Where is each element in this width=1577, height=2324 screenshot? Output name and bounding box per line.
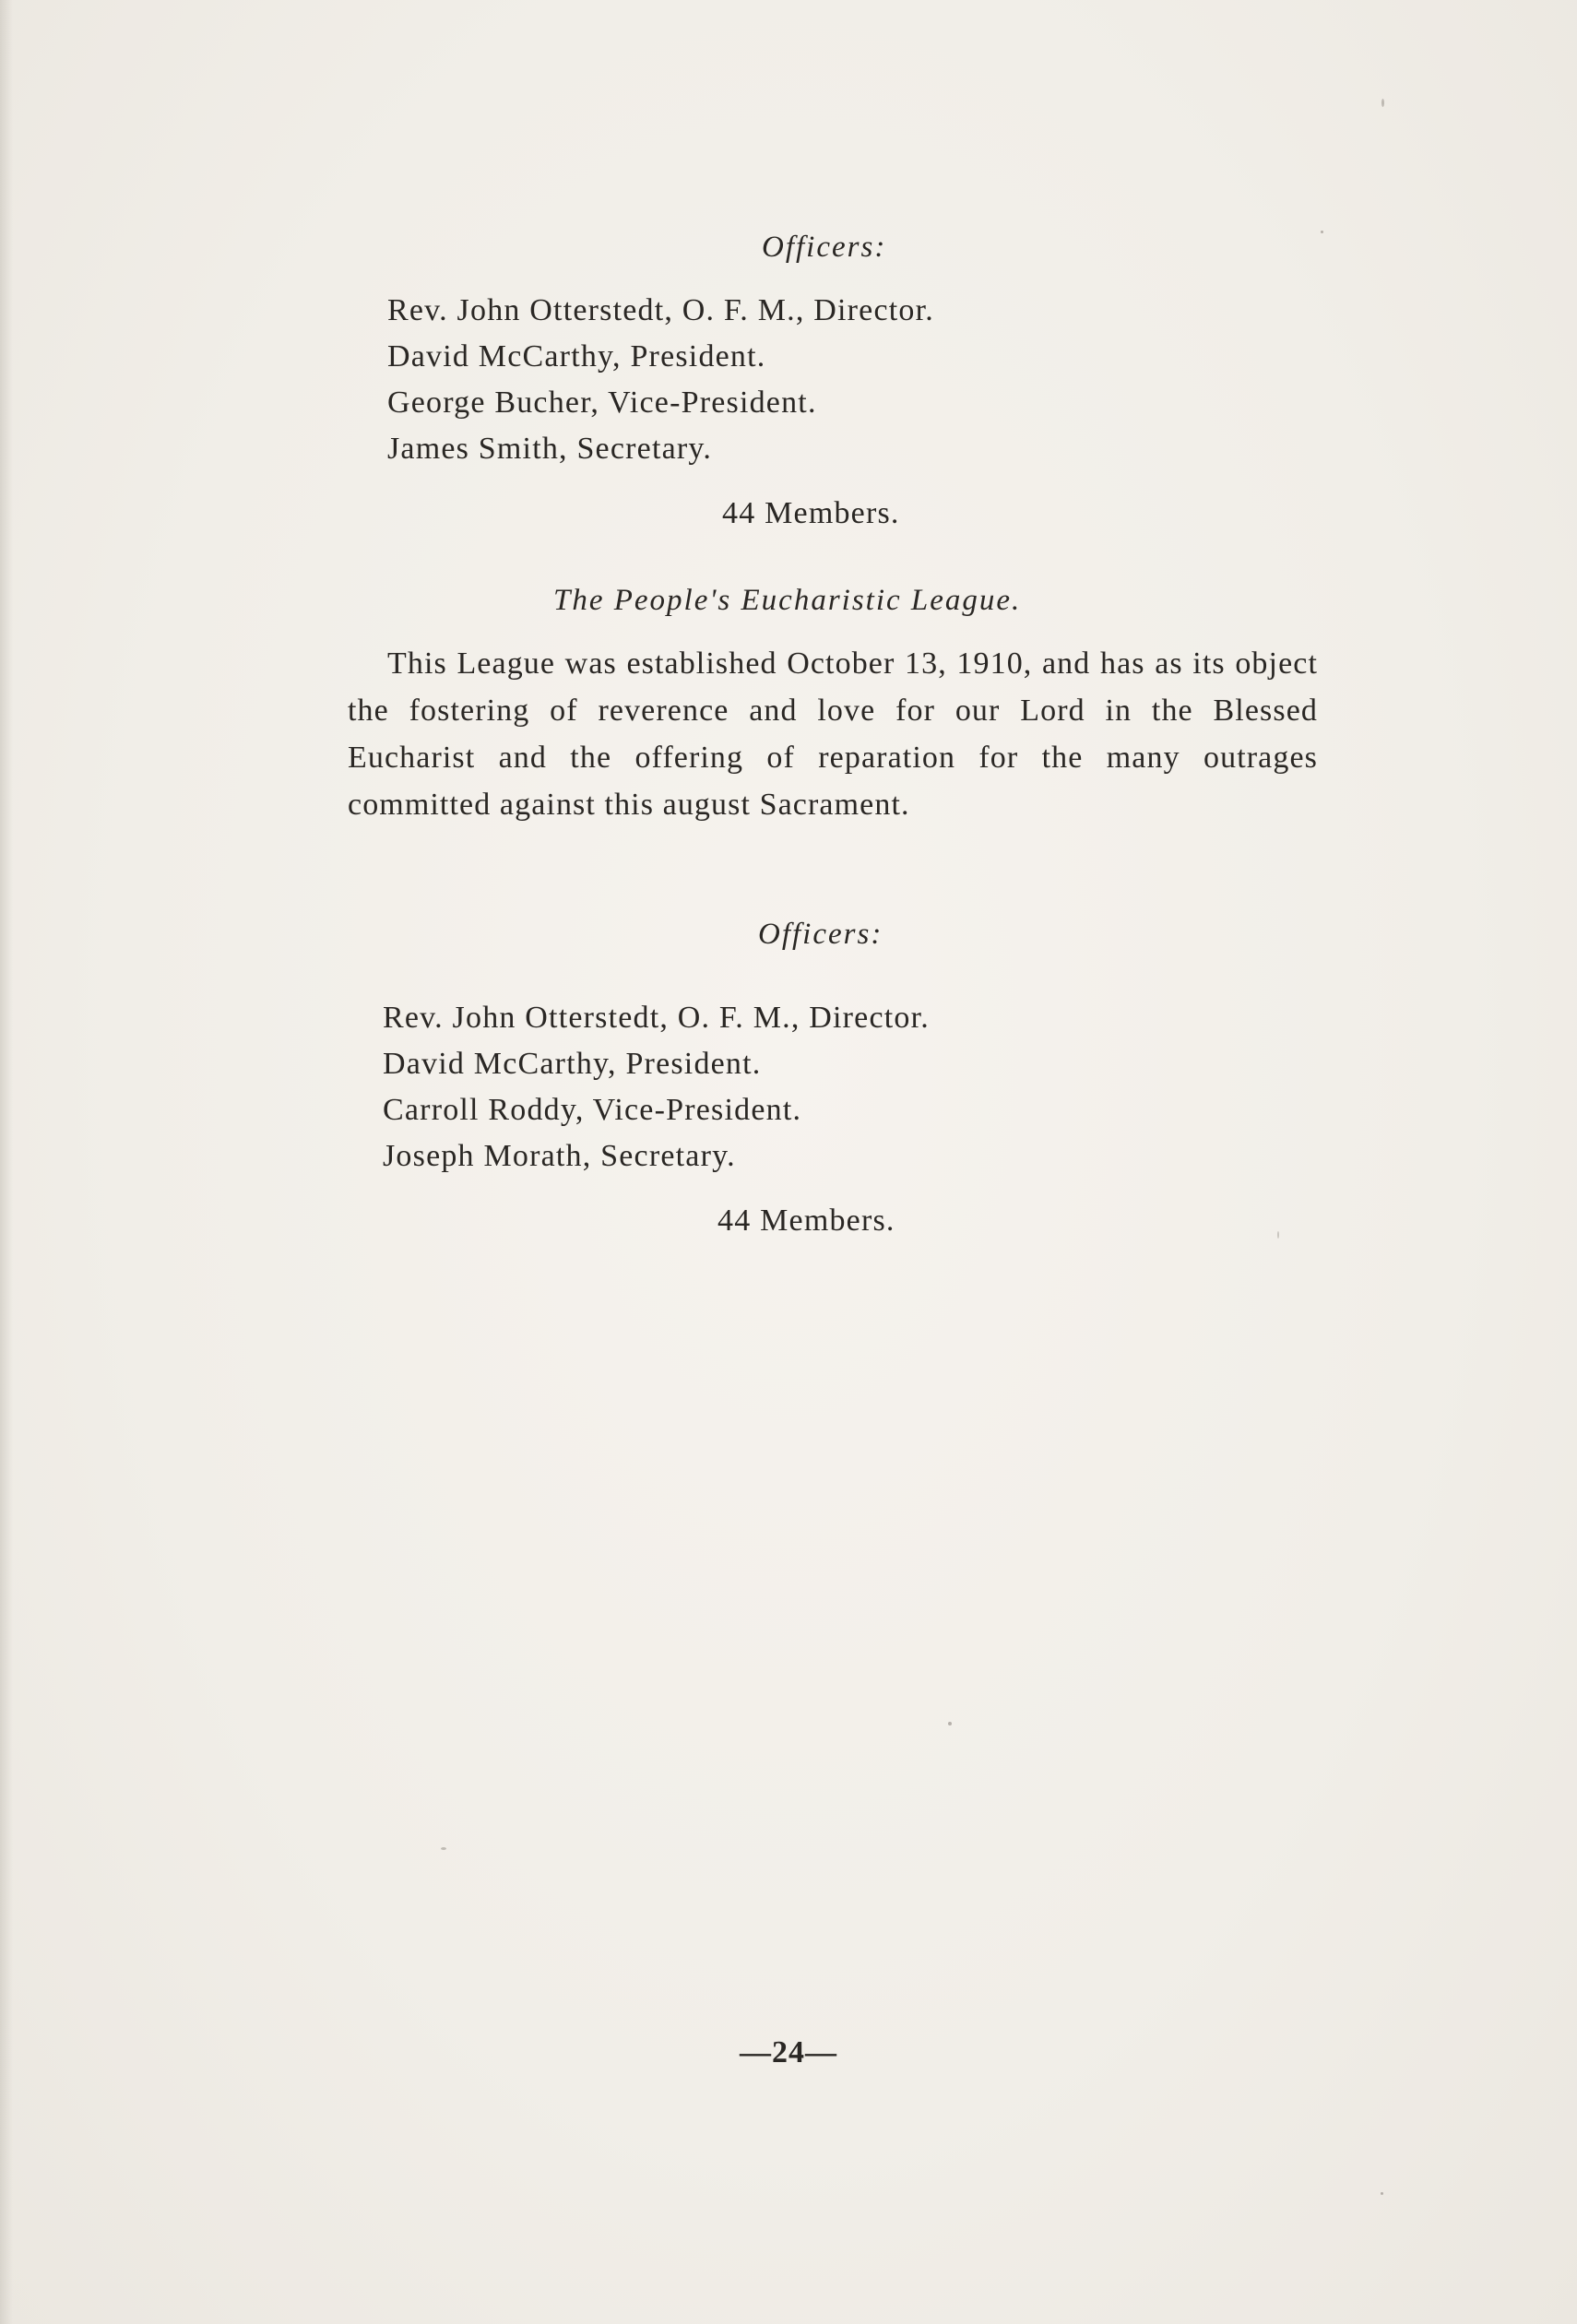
officer-line: James Smith, Secretary.	[387, 432, 713, 466]
officer-line: George Bucher, Vice-President.	[387, 385, 817, 420]
officer-line: Rev. John Otterstedt, O. F. M., Director.	[383, 1001, 930, 1035]
league-title: The People's Eucharistic League.	[553, 584, 1022, 617]
paper-speck	[1321, 231, 1323, 233]
paper-speck	[441, 1847, 446, 1850]
paper-speck	[948, 1722, 952, 1725]
paper-speck	[1277, 1231, 1279, 1239]
officers-heading-2: Officers:	[758, 918, 883, 951]
members-count-1: 44 Members.	[722, 496, 900, 530]
officer-line: Joseph Morath, Secretary.	[383, 1139, 736, 1173]
paper-speck	[1381, 99, 1384, 107]
officer-line: David McCarthy, President.	[387, 339, 766, 374]
league-description: This League was established October 13, 1910, and has as its object the fostering of reverence and love for our Lord in the Blessed Eucharist and the offering of reparation for the many outrages committed against this august Sacrament.	[348, 646, 1318, 822]
page-gutter-shadow	[0, 0, 13, 2324]
page-number: —24—	[740, 2035, 837, 2069]
members-count-2: 44 Members.	[717, 1204, 895, 1238]
officer-line: Carroll Roddy, Vice-President.	[383, 1093, 802, 1127]
officers-heading-1: Officers:	[762, 231, 887, 264]
paper-speck	[1381, 2192, 1383, 2195]
officer-line: David McCarthy, President.	[383, 1047, 762, 1081]
officer-line: Rev. John Otterstedt, O. F. M., Director.	[387, 293, 934, 327]
